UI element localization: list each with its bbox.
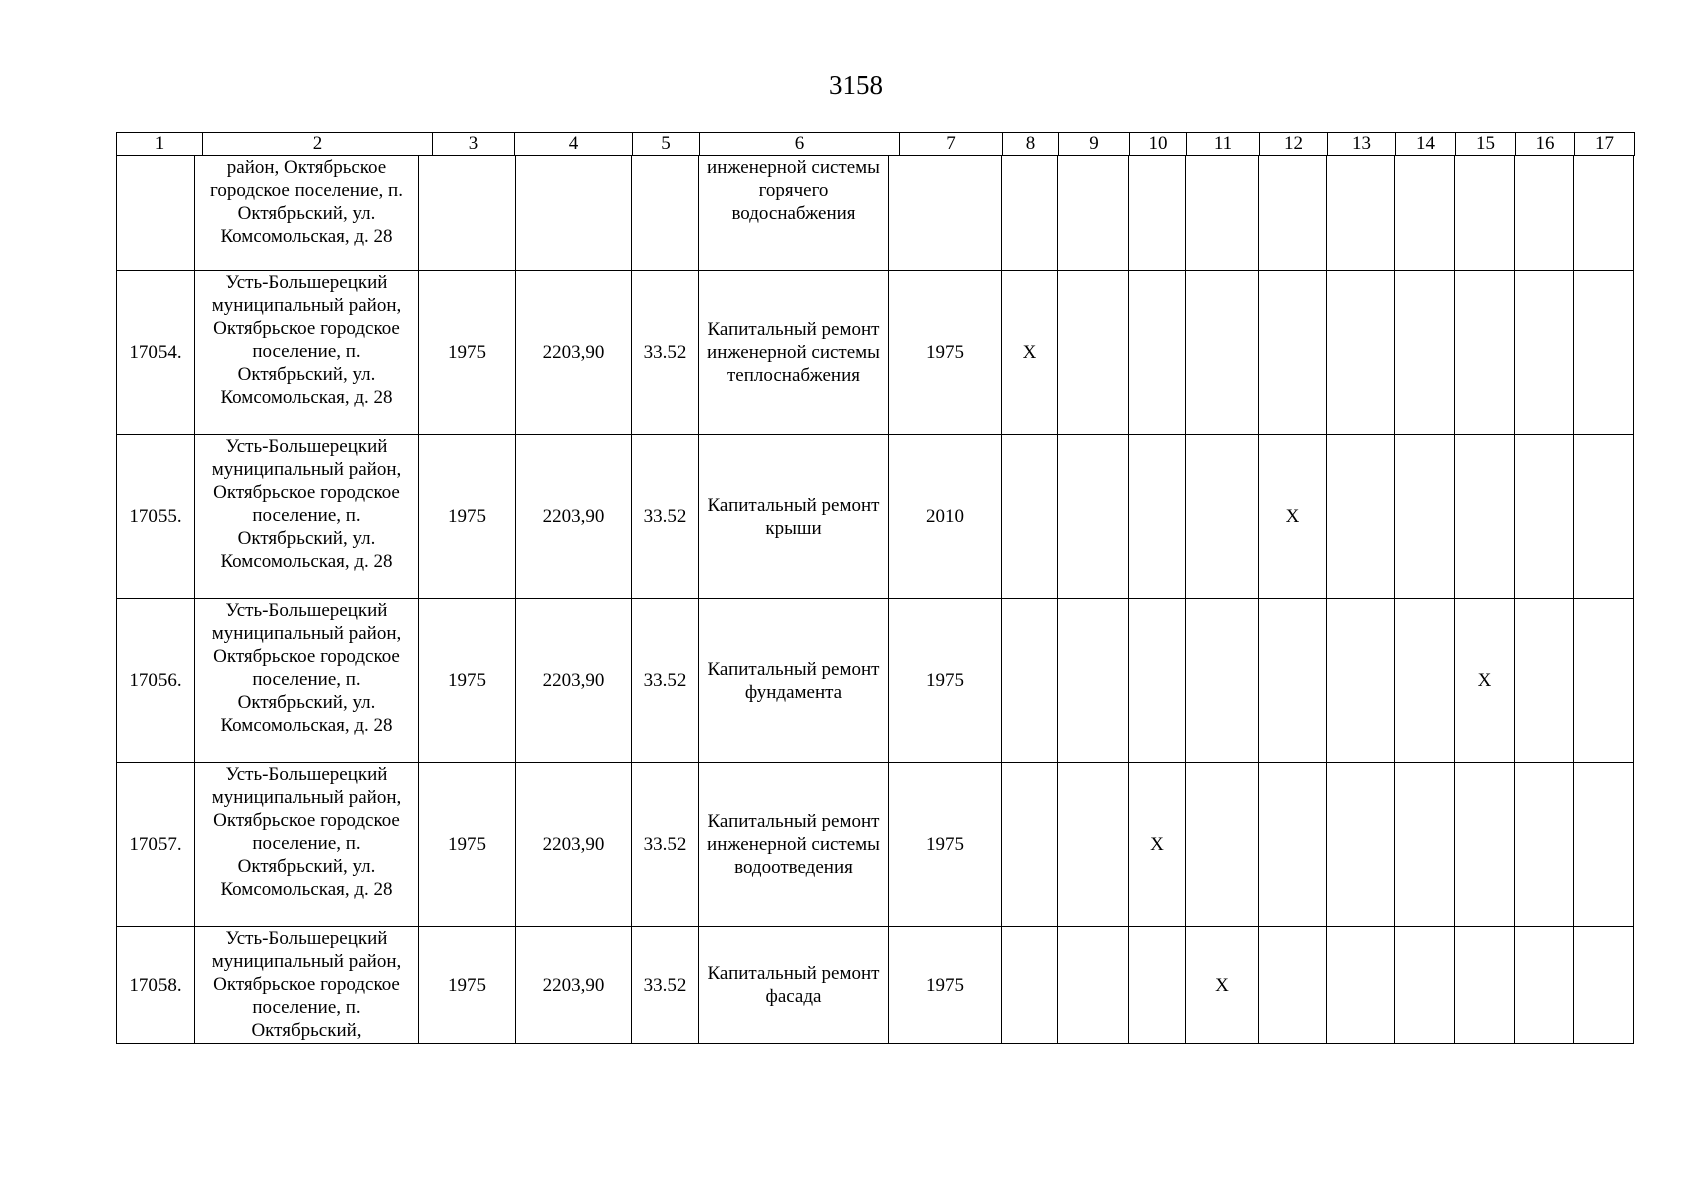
table-body bbox=[117, 156, 1634, 1044]
mark-cell bbox=[1186, 599, 1259, 763]
col-header: 6 bbox=[700, 133, 900, 156]
work-year-cell: 2010 bbox=[889, 435, 1002, 599]
mark-cell bbox=[1186, 271, 1259, 435]
mark-cell: X bbox=[1129, 763, 1186, 927]
column-number-row bbox=[117, 133, 1635, 156]
mark-cell bbox=[1259, 763, 1327, 927]
work-type-cell: Капитальный ремонт инженерной системы водоотведения bbox=[699, 763, 889, 927]
address-cell: район, Октябрьское городское поселение, п. Октябрьский, ул. Комсомольская, д. 28 bbox=[195, 156, 419, 271]
table-row bbox=[117, 156, 1634, 271]
mark-cell bbox=[1395, 156, 1455, 271]
mark-cell bbox=[1058, 271, 1129, 435]
mark-cell bbox=[1327, 271, 1395, 435]
area-cell: 2203,90 bbox=[516, 927, 632, 1044]
mark-cell bbox=[1574, 156, 1634, 271]
code-cell bbox=[632, 156, 699, 271]
mark-cell bbox=[1515, 599, 1574, 763]
mark-cell bbox=[1058, 435, 1129, 599]
mark-cell bbox=[1058, 763, 1129, 927]
mark-cell bbox=[1002, 599, 1058, 763]
col-header: 9 bbox=[1059, 133, 1130, 156]
row-number: 17054. bbox=[117, 271, 195, 435]
mark-cell bbox=[1002, 763, 1058, 927]
mark-cell bbox=[1002, 927, 1058, 1044]
mark-cell: X bbox=[1186, 927, 1259, 1044]
mark-cell bbox=[1515, 927, 1574, 1044]
construction-year: 1975 bbox=[419, 763, 516, 927]
col-header: 8 bbox=[1003, 133, 1059, 156]
work-year-cell: 1975 bbox=[889, 927, 1002, 1044]
construction-year: 1975 bbox=[419, 271, 516, 435]
col-header: 4 bbox=[515, 133, 633, 156]
area-cell: 2203,90 bbox=[516, 271, 632, 435]
code-cell: 33.52 bbox=[632, 599, 699, 763]
mark-cell bbox=[1186, 435, 1259, 599]
mark-cell bbox=[1395, 599, 1455, 763]
table-row bbox=[117, 435, 1634, 599]
mark-cell bbox=[1574, 927, 1634, 1044]
mark-cell bbox=[1058, 927, 1129, 1044]
mark-cell bbox=[1515, 271, 1574, 435]
mark-cell bbox=[1515, 435, 1574, 599]
table-row bbox=[117, 271, 1634, 435]
mark-cell bbox=[1455, 435, 1515, 599]
mark-cell bbox=[1129, 599, 1186, 763]
work-type-cell: Капитальный ремонт фасада bbox=[699, 927, 889, 1044]
area-cell: 2203,90 bbox=[516, 599, 632, 763]
mark-cell: X bbox=[1002, 271, 1058, 435]
address-cell: Усть-Большерецкий муниципальный район, Октябрьское городское поселение, п. Октябрьский, ул. Комсомольская, д. 28 bbox=[195, 271, 419, 435]
mark-cell bbox=[1002, 156, 1058, 271]
table-row bbox=[117, 599, 1634, 763]
mark-cell bbox=[1395, 435, 1455, 599]
mark-cell bbox=[1515, 156, 1574, 271]
area-cell: 2203,90 bbox=[516, 435, 632, 599]
mark-cell bbox=[1327, 927, 1395, 1044]
row-number bbox=[117, 156, 195, 271]
row-number: 17057. bbox=[117, 763, 195, 927]
mark-cell bbox=[1259, 599, 1327, 763]
row-number: 17055. bbox=[117, 435, 195, 599]
mark-cell bbox=[1259, 156, 1327, 271]
column-header-table bbox=[116, 132, 1635, 156]
mark-cell bbox=[1259, 271, 1327, 435]
address-cell: Усть-Большерецкий муниципальный район, Октябрьское городское поселение, п. Октябрьский, ул. Комсомольская, д. 28 bbox=[195, 599, 419, 763]
mark-cell bbox=[1574, 435, 1634, 599]
mark-cell bbox=[1002, 435, 1058, 599]
mark-cell bbox=[1455, 763, 1515, 927]
col-header: 7 bbox=[900, 133, 1003, 156]
mark-cell bbox=[1186, 156, 1259, 271]
work-year-cell: 1975 bbox=[889, 271, 1002, 435]
col-header: 15 bbox=[1456, 133, 1516, 156]
table-row bbox=[117, 763, 1634, 927]
mark-cell bbox=[1129, 927, 1186, 1044]
work-type-cell: Капитальный ремонт крыши bbox=[699, 435, 889, 599]
col-header: 14 bbox=[1396, 133, 1456, 156]
mark-cell bbox=[1395, 763, 1455, 927]
address-cell: Усть-Большерецкий муниципальный район, Октябрьское городское поселение, п. Октябрьский, ул. Комсомольская, д. 28 bbox=[195, 435, 419, 599]
mark-cell bbox=[1058, 156, 1129, 271]
address-cell: Усть-Большерецкий муниципальный район, Октябрьское городское поселение, п. Октябрьский, bbox=[195, 927, 419, 1044]
work-type-cell: Капитальный ремонт фундамента bbox=[699, 599, 889, 763]
col-header: 11 bbox=[1187, 133, 1260, 156]
address-cell: Усть-Большерецкий муниципальный район, Октябрьское городское поселение, п. Октябрьский, ул. Комсомольская, д. 28 bbox=[195, 763, 419, 927]
construction-year: 1975 bbox=[419, 927, 516, 1044]
mark-cell bbox=[1186, 763, 1259, 927]
mark-cell bbox=[1259, 927, 1327, 1044]
col-header: 5 bbox=[633, 133, 700, 156]
mark-cell bbox=[1058, 599, 1129, 763]
col-header: 13 bbox=[1328, 133, 1396, 156]
mark-cell bbox=[1455, 156, 1515, 271]
code-cell: 33.52 bbox=[632, 271, 699, 435]
col-header: 17 bbox=[1575, 133, 1635, 156]
work-year-cell bbox=[889, 156, 1002, 271]
construction-year: 1975 bbox=[419, 435, 516, 599]
work-year-cell: 1975 bbox=[889, 763, 1002, 927]
mark-cell bbox=[1515, 763, 1574, 927]
mark-cell bbox=[1574, 763, 1634, 927]
mark-cell bbox=[1455, 927, 1515, 1044]
row-number: 17058. bbox=[117, 927, 195, 1044]
mark-cell bbox=[1455, 271, 1515, 435]
work-type-cell: инженерной системы горячего водоснабжения bbox=[699, 156, 889, 271]
col-header: 10 bbox=[1130, 133, 1187, 156]
mark-cell bbox=[1574, 599, 1634, 763]
row-number: 17056. bbox=[117, 599, 195, 763]
mark-cell bbox=[1327, 763, 1395, 927]
mark-cell bbox=[1129, 156, 1186, 271]
work-year-cell: 1975 bbox=[889, 599, 1002, 763]
mark-cell bbox=[1327, 599, 1395, 763]
col-header: 3 bbox=[433, 133, 515, 156]
area-cell: 2203,90 bbox=[516, 763, 632, 927]
code-cell: 33.52 bbox=[632, 927, 699, 1044]
mark-cell bbox=[1129, 435, 1186, 599]
data-table bbox=[116, 155, 1634, 1044]
col-header: 1 bbox=[117, 133, 203, 156]
code-cell: 33.52 bbox=[632, 435, 699, 599]
mark-cell bbox=[1327, 156, 1395, 271]
code-cell: 33.52 bbox=[632, 763, 699, 927]
col-header: 16 bbox=[1516, 133, 1575, 156]
table-row bbox=[117, 927, 1634, 1044]
mark-cell bbox=[1129, 271, 1186, 435]
mark-cell bbox=[1327, 435, 1395, 599]
mark-cell: X bbox=[1259, 435, 1327, 599]
mark-cell: X bbox=[1455, 599, 1515, 763]
construction-year: 1975 bbox=[419, 599, 516, 763]
page-number: 3158 bbox=[829, 70, 883, 100]
col-header: 12 bbox=[1260, 133, 1328, 156]
mark-cell bbox=[1574, 271, 1634, 435]
col-header: 2 bbox=[203, 133, 433, 156]
mark-cell bbox=[1395, 927, 1455, 1044]
mark-cell bbox=[1395, 271, 1455, 435]
construction-year bbox=[419, 156, 516, 271]
work-type-cell: Капитальный ремонт инженерной системы теплоснабжения bbox=[699, 271, 889, 435]
area-cell bbox=[516, 156, 632, 271]
